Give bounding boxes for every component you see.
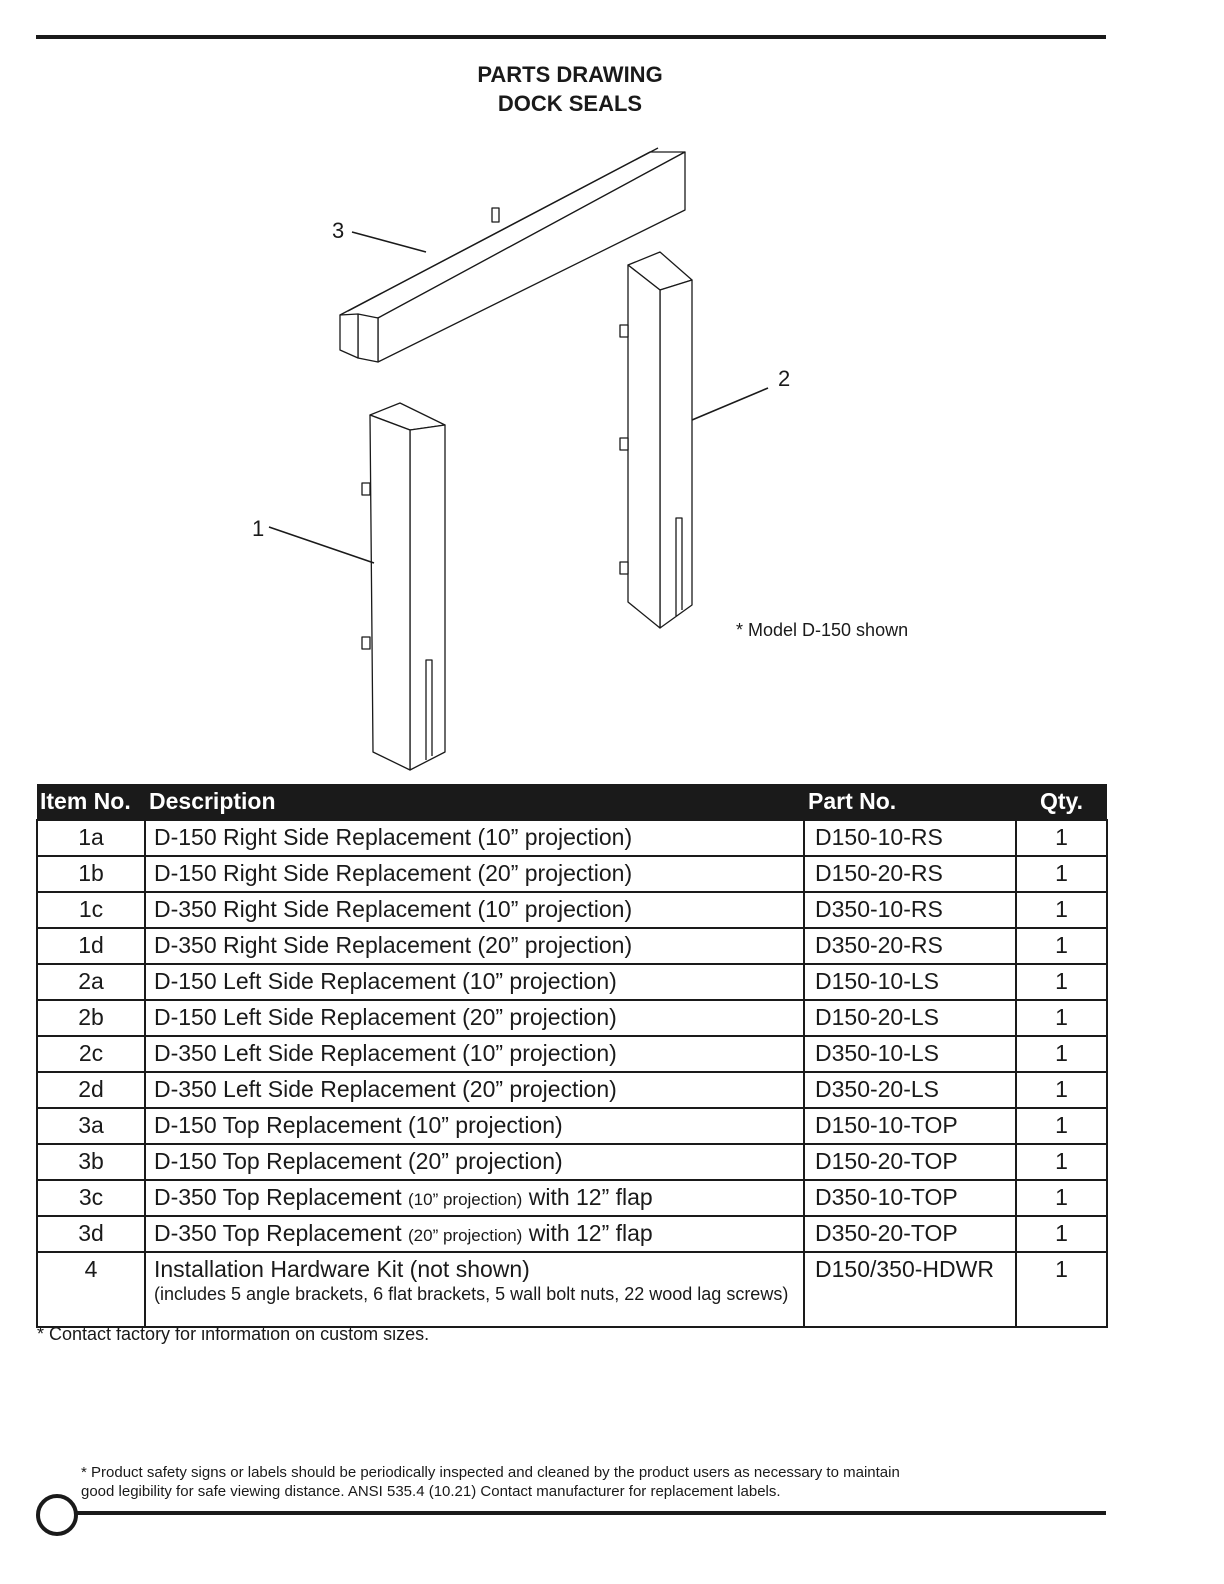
description-cell <box>145 1252 804 1327</box>
header-part-no: Part No. <box>804 784 1016 820</box>
item-cell: 2c <box>37 1036 145 1072</box>
part-no-cell: D150-10-RS <box>804 820 1016 856</box>
model-note: * Model D-150 shown <box>736 620 909 640</box>
description-sub: (includes 5 angle brackets, 6 flat brackets, 5 wall bolt nuts, 22 wood lag screws) <box>154 1284 789 1304</box>
part-no-cell: D150-10-LS <box>804 964 1016 1000</box>
safety-note-line2: good legibility for safe viewing distance. ANSI 535.4 (10.21) Contact manufacturer for replacement labels. <box>81 1483 781 1500</box>
description-cell: D-150 Top Replacement (10” projection) <box>145 1108 804 1144</box>
part-no-cell: D350-10-TOP <box>804 1180 1016 1216</box>
part-no-cell: D150-20-LS <box>804 1000 1016 1036</box>
table-row <box>37 1180 1107 1216</box>
header-item-no: Item No. <box>37 784 145 820</box>
item-cell: 1a <box>37 820 145 856</box>
callout-2: 2 <box>778 366 791 391</box>
qty-cell: 1 <box>1016 820 1107 856</box>
callout-3: 3 <box>332 218 345 243</box>
description-cell: D-150 Right Side Replacement (10” projection) <box>145 820 804 856</box>
item-cell: 2a <box>37 964 145 1000</box>
qty-cell: 1 <box>1016 1144 1107 1180</box>
right-seal-drawing <box>620 252 692 628</box>
table-row <box>37 1216 1107 1252</box>
item-cell: 1d <box>37 928 145 964</box>
parts-table <box>36 784 1108 1328</box>
item-cell: 3b <box>37 1144 145 1180</box>
qty-cell: 1 <box>1016 1252 1107 1327</box>
qty-cell: 1 <box>1016 856 1107 892</box>
item-cell: 1c <box>37 892 145 928</box>
part-no-cell: D350-10-RS <box>804 892 1016 928</box>
description-cell <box>145 1180 804 1216</box>
item-cell: 2b <box>37 1000 145 1036</box>
callout-1: 1 <box>252 516 265 541</box>
item-cell: 3d <box>37 1216 145 1252</box>
qty-cell: 1 <box>1016 1036 1107 1072</box>
description-cell <box>145 1216 804 1252</box>
page-number-circle <box>36 1494 78 1536</box>
part-no-cell: D150-20-TOP <box>804 1144 1016 1180</box>
table-row <box>37 928 1107 964</box>
table-row <box>37 1252 1107 1327</box>
header-qty: Qty. <box>1016 784 1107 820</box>
table-row <box>37 1108 1107 1144</box>
description-flap: with 12” flap <box>522 1184 653 1210</box>
description-cell: D-150 Top Replacement (20” projection) <box>145 1144 804 1180</box>
table-header-row <box>37 784 1107 820</box>
description-main: D-350 Top Replacement <box>154 1220 408 1246</box>
description-main: Installation Hardware Kit (not shown) <box>154 1256 530 1282</box>
part-no-cell: D150-10-TOP <box>804 1108 1016 1144</box>
description-flap: with 12” flap <box>522 1220 653 1246</box>
table-row <box>37 1000 1107 1036</box>
left-seal-drawing <box>362 403 445 770</box>
top-rule <box>36 35 1106 39</box>
table-row <box>37 964 1107 1000</box>
part-no-cell: D350-20-RS <box>804 928 1016 964</box>
part-no-cell: D350-20-TOP <box>804 1216 1016 1252</box>
table-row <box>37 856 1107 892</box>
page-title: PARTS DRAWING <box>477 62 663 87</box>
qty-cell: 1 <box>1016 1000 1107 1036</box>
qty-cell: 1 <box>1016 1180 1107 1216</box>
description-cell: D-150 Right Side Replacement (20” projection) <box>145 856 804 892</box>
bottom-rule <box>72 1511 1106 1515</box>
item-cell: 4 <box>37 1252 145 1327</box>
description-projection: (20” projection) <box>408 1226 523 1245</box>
custom-sizes-note: * Contact factory for information on custom sizes. <box>37 1324 430 1344</box>
description-cell: D-350 Right Side Replacement (10” projection) <box>145 892 804 928</box>
qty-cell: 1 <box>1016 1108 1107 1144</box>
description-cell: D-350 Right Side Replacement (20” projection) <box>145 928 804 964</box>
qty-cell: 1 <box>1016 892 1107 928</box>
description-cell: D-150 Left Side Replacement (20” projection) <box>145 1000 804 1036</box>
part-no-cell: D350-20-LS <box>804 1072 1016 1108</box>
description-projection: (10” projection) <box>408 1190 523 1209</box>
item-cell: 3a <box>37 1108 145 1144</box>
item-cell: 2d <box>37 1072 145 1108</box>
part-no-cell: D150-20-RS <box>804 856 1016 892</box>
leader-line-3 <box>352 232 426 252</box>
qty-cell: 1 <box>1016 928 1107 964</box>
part-no-cell: D150/350-HDWR <box>804 1252 1016 1327</box>
leader-line-2 <box>692 388 768 420</box>
header-description: Description <box>145 784 804 820</box>
safety-note-line1: * Product safety signs or labels should be periodically inspected and cleaned by the product users as necessary to maintain <box>81 1464 900 1481</box>
table-row <box>37 892 1107 928</box>
description-cell: D-150 Left Side Replacement (10” projection) <box>145 964 804 1000</box>
qty-cell: 1 <box>1016 964 1107 1000</box>
safety-note <box>81 1463 981 1501</box>
parts-drawing <box>240 140 960 780</box>
qty-cell: 1 <box>1016 1216 1107 1252</box>
item-cell: 3c <box>37 1180 145 1216</box>
table-row <box>37 1036 1107 1072</box>
description-cell: D-350 Left Side Replacement (20” projection) <box>145 1072 804 1108</box>
part-no-cell: D350-10-LS <box>804 1036 1016 1072</box>
table-row <box>37 820 1107 856</box>
qty-cell: 1 <box>1016 1072 1107 1108</box>
description-main: D-350 Top Replacement <box>154 1184 408 1210</box>
description-cell: D-350 Left Side Replacement (10” projection) <box>145 1036 804 1072</box>
leader-line-1 <box>269 527 374 563</box>
table-row <box>37 1072 1107 1108</box>
item-cell: 1b <box>37 856 145 892</box>
page-subtitle: DOCK SEALS <box>497 91 643 116</box>
table-row <box>37 1144 1107 1180</box>
